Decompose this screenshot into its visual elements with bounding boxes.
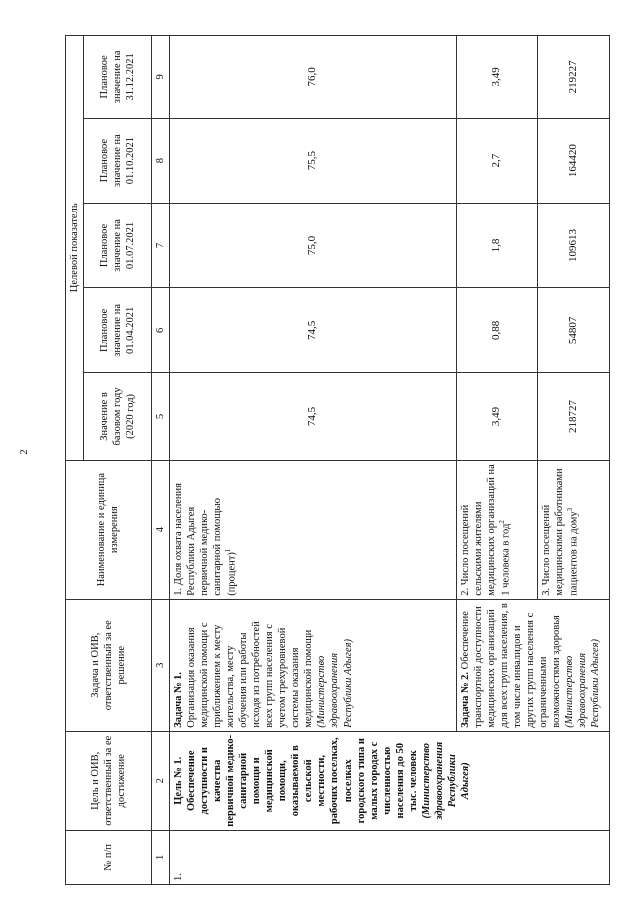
header-indicator: Наименование и единица измерения	[66, 460, 152, 599]
column-number: 7	[151, 203, 169, 288]
row-number: 1.	[170, 830, 610, 884]
header-base-value: Значение в базовом году (2020 год)	[84, 373, 151, 460]
q3-value: 2,7	[456, 118, 538, 203]
column-number: 3	[151, 599, 169, 731]
header-q4: Плановое значение на 31.12.2021	[84, 36, 151, 119]
q4-value: 219227	[538, 36, 610, 119]
target-indicators-table	[65, 35, 610, 885]
q4-value: 76,0	[170, 36, 456, 119]
indicator-cell	[170, 460, 456, 599]
header-task: Задача и ОИВ, ответственный за ее решение	[66, 599, 152, 731]
indicator-name: 3. Число посещений медицинскими работниками пациентов на дому	[541, 468, 580, 596]
header-goal: Цель и ОИВ, ответственный за ее достижение	[66, 731, 152, 830]
q1-value: 0,88	[456, 288, 538, 373]
goal-responsible: (Министерство здравоохранения Республики Адыгея)	[420, 741, 471, 820]
column-number: 6	[151, 288, 169, 373]
column-numbers-row	[151, 36, 169, 885]
q2-value: 109613	[538, 203, 610, 288]
rotated-table-wrapper	[65, 35, 610, 885]
task-cell	[456, 599, 609, 731]
q3-value: 75,5	[170, 118, 456, 203]
footnote-mark: 1	[224, 548, 233, 553]
header-q1: Плановое значение на 01.04.2021	[84, 288, 151, 373]
task-text: Организация оказания медицинской помощи с приближением к месту жительства, месту обучения или работы исходя из потребностей всех групп населения с учетом трехуровневой системы оказания медицинской помощи	[186, 621, 315, 728]
indicator-cell	[456, 460, 538, 599]
task-title: Задача № 1.	[173, 671, 185, 728]
base-value: 218727	[538, 373, 610, 460]
column-number: 9	[151, 36, 169, 119]
goal-cell	[170, 731, 610, 830]
column-number: 8	[151, 118, 169, 203]
header-num: № п/п	[66, 830, 152, 884]
header-q2: Плановое значение на 01.07.2021	[84, 203, 151, 288]
q1-value: 54807	[538, 288, 610, 373]
page-number: 2	[18, 449, 30, 455]
column-number: 2	[151, 731, 169, 830]
column-number: 5	[151, 373, 169, 460]
column-number: 1	[151, 830, 169, 884]
table-row	[170, 36, 456, 885]
q4-value: 3,49	[456, 36, 538, 119]
indicator-name: 1. Доля охвата населения Республики Адыгея первичной медико-санитарной помощью (процент)	[173, 483, 238, 596]
footnote-mark: 2	[497, 520, 506, 524]
q3-value: 164420	[538, 118, 610, 203]
task-text: Обеспечение транспортной доступности медицинских организаций для всех групп населения, в том числе инвалидов и других групп населения с ограниченными возможностями здоровья	[459, 603, 562, 728]
task-responsible: (Министерство здравоохранения Республики Адыгея)	[563, 639, 601, 728]
task-cell	[170, 599, 456, 731]
indicator-name: 2. Число посещений сельскими жителями медицинских организаций на 1 человека в год	[459, 464, 512, 596]
column-number: 4	[151, 460, 169, 599]
task-responsible: (Министерство здравоохранения Республики Адыгея)	[316, 639, 354, 728]
indicator-cell	[538, 460, 610, 599]
header-target-group: Целевой показатель	[66, 36, 84, 461]
base-value: 3,49	[456, 373, 538, 460]
header-q3: Плановое значение на 01.10.2021	[84, 118, 151, 203]
base-value: 74,5	[170, 373, 456, 460]
q1-value: 74,5	[170, 288, 456, 373]
goal-text: Цель № 1. Обеспечение доступности и качества первичной медико-санитарной помощи и медицинской помощи, оказываемой в сельской местности, рабочих поселках, поселках городского типа и малых городах с численностью населения до 50 тыс. человек	[173, 734, 419, 827]
footnote-mark: 3	[566, 507, 575, 512]
q2-value: 1,8	[456, 203, 538, 288]
task-title: Задача № 2.	[459, 671, 471, 728]
q2-value: 75,0	[170, 203, 456, 288]
